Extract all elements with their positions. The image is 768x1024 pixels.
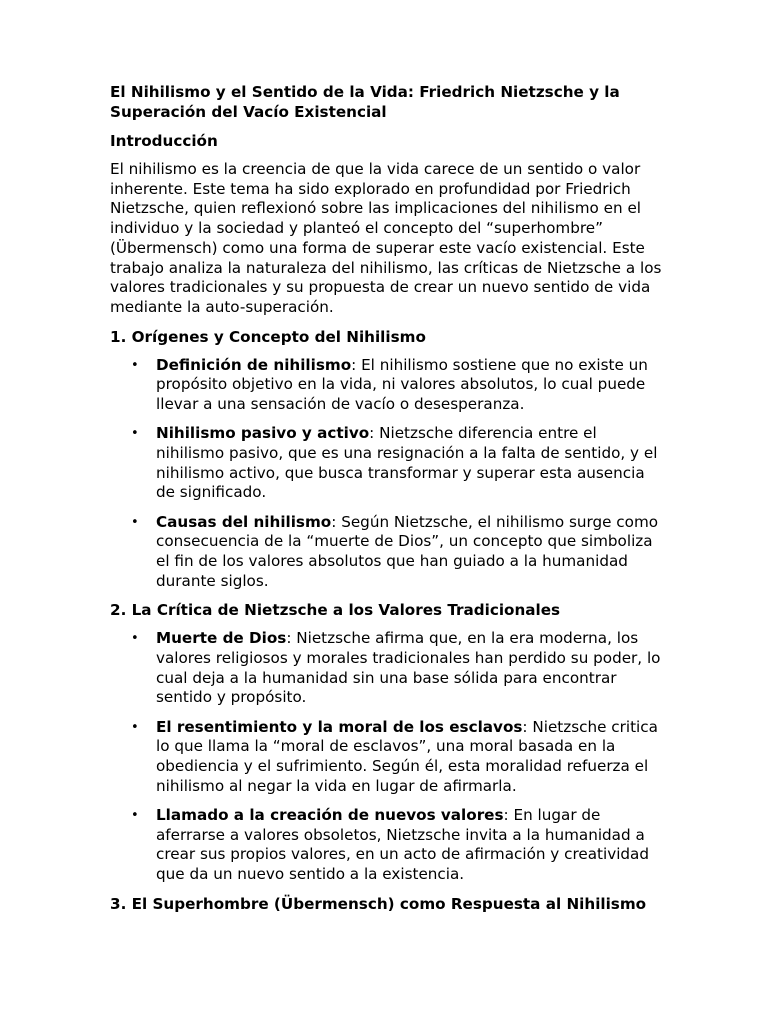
list-item-term: Muerte de Dios bbox=[156, 629, 287, 648]
section-heading-2: 2. La Crítica de Nietzsche a los Valores Tradicionales bbox=[110, 601, 561, 620]
document-title: El Nihilismo y el Sentido de la Vida: Friedrich Nietzsche y la Superación del Vacío Existencial bbox=[110, 83, 620, 121]
list-item-text: : Según Nietzsche, el nihilismo surge como consecuencia de la “muerte de Dios”, un concepto que simboliza el fin de los valores absolutos que han guiado a la humanidad durante siglos. bbox=[156, 512, 659, 590]
section-2-list bbox=[110, 629, 668, 884]
bullet-icon: • bbox=[131, 357, 139, 373]
list-item bbox=[110, 629, 668, 708]
bullet-icon: • bbox=[131, 631, 139, 647]
list-item bbox=[110, 806, 668, 885]
section-1-list bbox=[110, 356, 668, 592]
list-item-term: Causas del nihilismo bbox=[156, 512, 332, 531]
intro-heading: Introducción bbox=[110, 132, 218, 150]
section-heading-1: 1. Orígenes y Concepto del Nihilismo bbox=[110, 327, 426, 346]
list-item bbox=[110, 356, 668, 415]
list-item-term: Llamado a la creación de nuevos valores bbox=[156, 805, 504, 824]
list-item-text: : El nihilismo sostiene que no existe un propósito objetivo en la vida, ni valores absolutos, lo cual puede llevar a una sensación de vacío o desesperanza. bbox=[156, 355, 648, 414]
list-item-term: El resentimiento y la moral de los esclavos bbox=[156, 717, 523, 736]
bullet-icon: • bbox=[131, 514, 139, 530]
section-heading-3: 3. El Superhombre (Übermensch) como Respuesta al Nihilismo bbox=[110, 894, 647, 913]
bullet-icon: • bbox=[131, 807, 139, 823]
list-item-text: : Nietzsche critica lo que llama la “moral de esclavos”, una moral basada en la obediencia y el sufrimiento. Según él, esta moralidad refuerza el nihilismo al negar la vida en lugar de afirmarla. bbox=[156, 717, 658, 795]
list-item-term: Nihilismo pasivo y activo bbox=[156, 424, 370, 443]
list-item bbox=[110, 513, 668, 592]
bullet-icon: • bbox=[131, 719, 139, 735]
intro-paragraph: El nihilismo es la creencia de que la vida carece de un sentido o valor inherente. Este tema ha sido explorado en profundidad por Friedrich Nietzsche, quien reflexionó sobre las implicaciones del nihilismo en el individuo y la sociedad y planteó el concepto del “superhombre” (Übermensch) como una forma de superar este vacío existencial. Este trabajo analiza la naturaleza del nihilismo, las críticas de Nietzsche a los valores tradicionales y su propuesta de crear un nuevo sentido de vida mediante la auto-superación. bbox=[110, 160, 662, 316]
list-item bbox=[110, 718, 668, 797]
list-item-text: : Nietzsche afirma que, en la era moderna, los valores religiosos y morales tradicionales han perdido su poder, lo cual deja a la humanidad sin una base sólida para encontrar sentido y propósito. bbox=[156, 629, 661, 707]
list-item bbox=[110, 424, 668, 503]
list-item-text: : Nietzsche diferencia entre el nihilismo pasivo, que es una resignación a la falta de sentido, y el nihilismo activo, que busca transformar y superar esta ausencia de significado. bbox=[156, 424, 658, 502]
list-item-term: Definición de nihilismo bbox=[156, 355, 352, 374]
bullet-icon: • bbox=[131, 426, 139, 442]
list-item-text: : En lugar de aferrarse a valores obsoletos, Nietzsche invita a la humanidad a crear sus propios valores, en un acto de afirmación y creatividad que da un nuevo sentido a la existencia. bbox=[156, 805, 650, 884]
